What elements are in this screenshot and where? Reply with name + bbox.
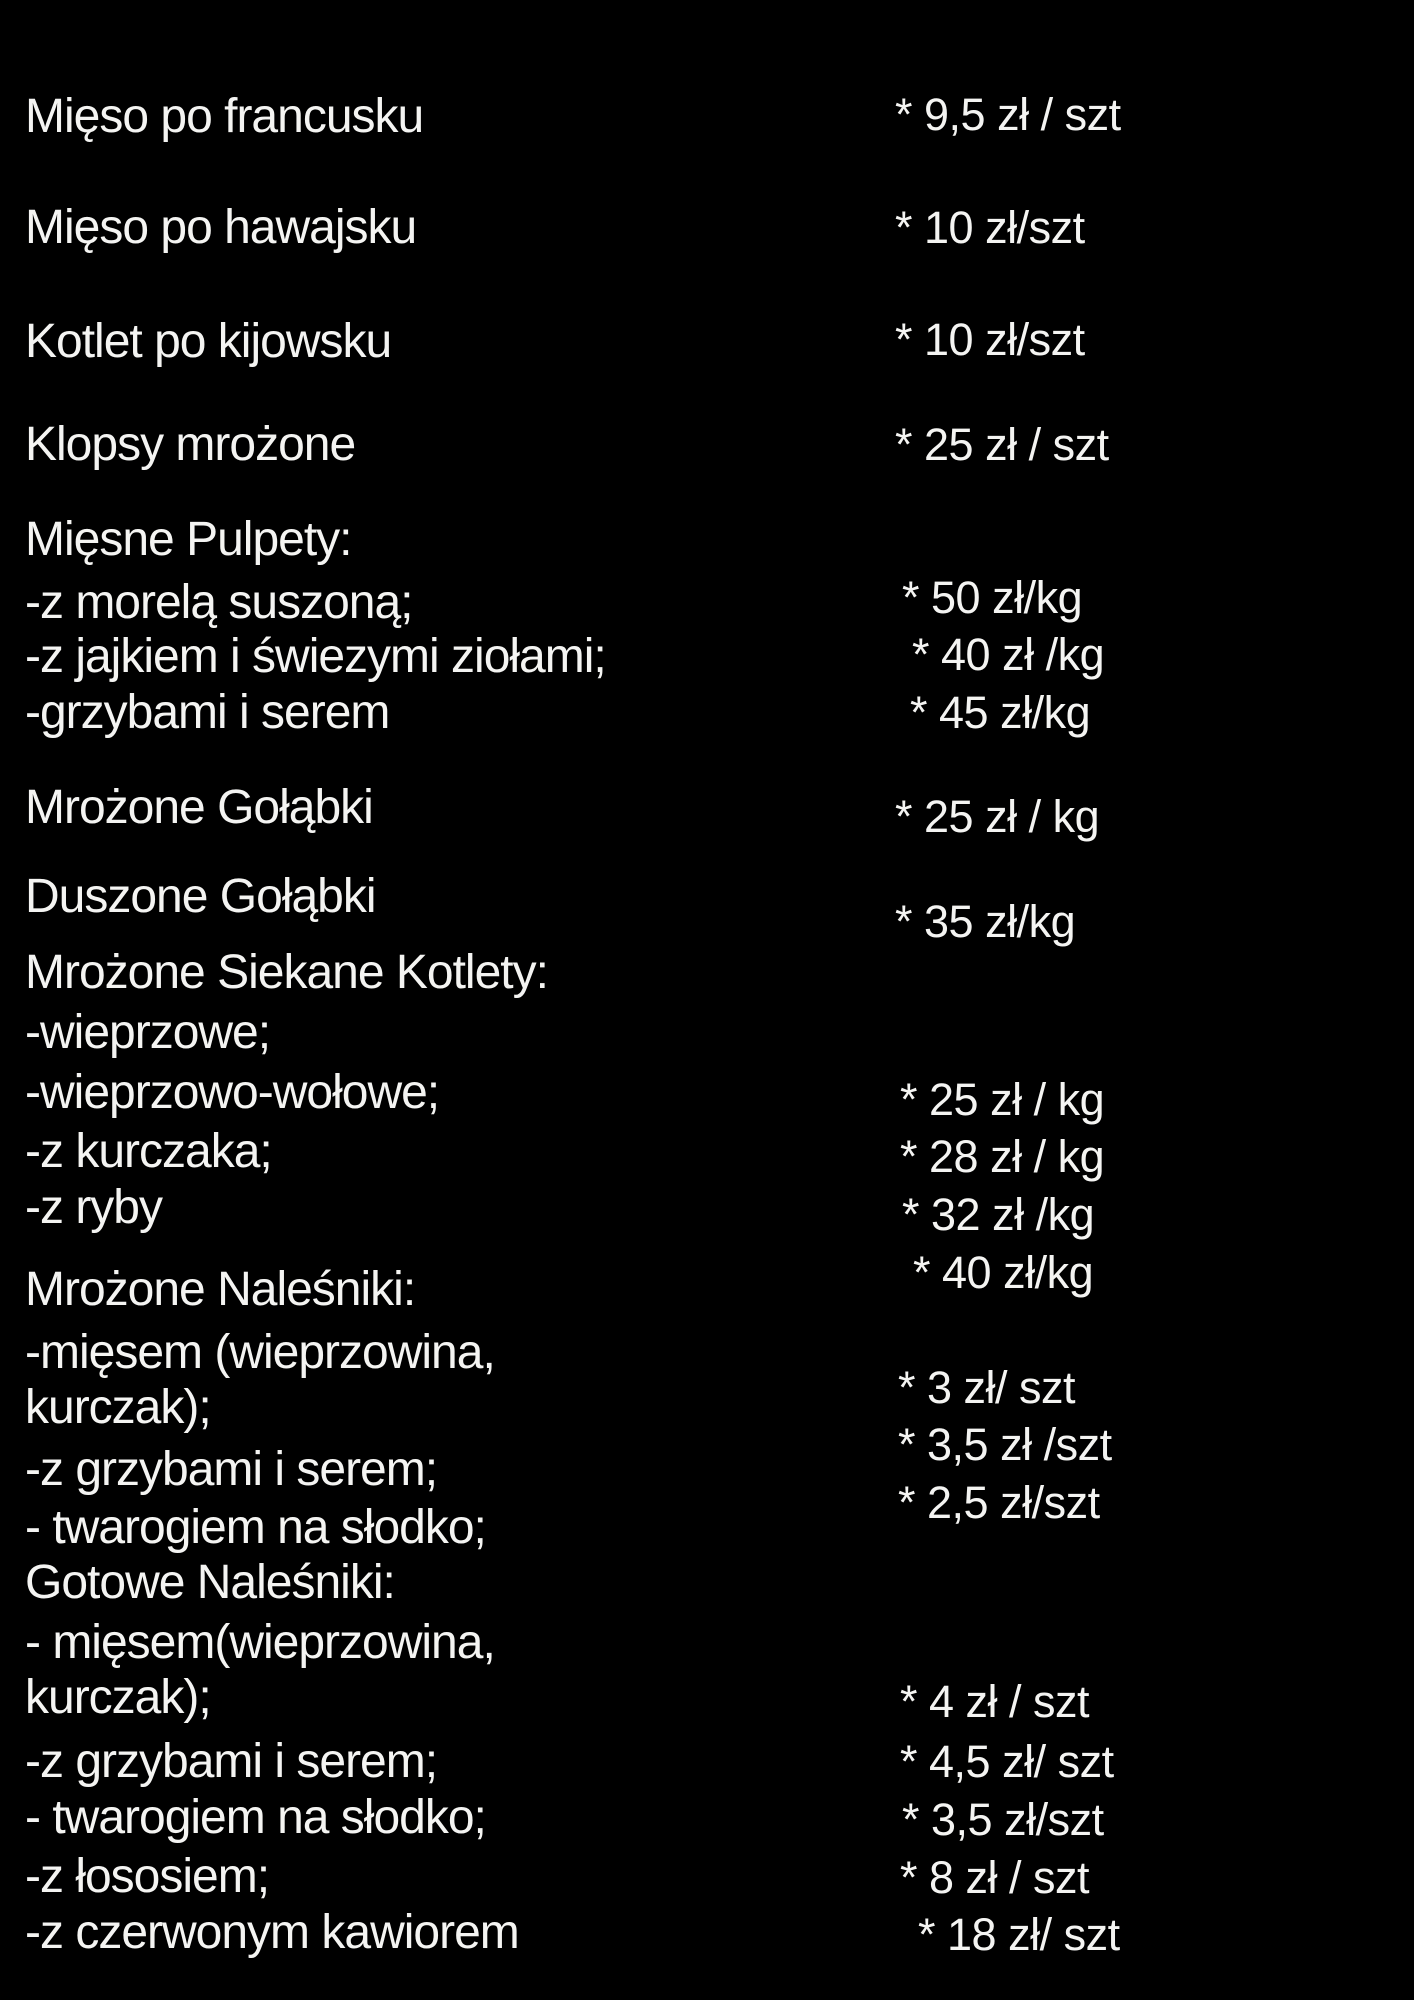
menu-item-name: Mrożone Gołąbki [25,781,373,834]
menu-item-price: * 28 zł / kg [900,1131,1105,1182]
menu-sub-item: - mięsem(wieprzowina, [25,1616,495,1669]
menu-group-header: Mrożone Naleśniki: [25,1263,416,1316]
menu-sub-item: - twarogiem na słodko; [25,1791,486,1844]
menu-sub-item: -z ryby [25,1181,162,1234]
menu-item-name: Klopsy mrożone [25,418,356,471]
menu-item-name: Mięso po francusku [25,90,424,143]
menu-sub-item: -mięsem (wieprzowina, [25,1326,495,1379]
menu-item-continuation: kurczak); [25,1671,211,1724]
menu-item-price: * 45 zł/kg [910,687,1091,738]
menu-item-price: * 32 zł /kg [902,1189,1095,1240]
menu-item-price: * 4 zł / szt [900,1676,1090,1727]
menu-item-name: Kotlet po kijowsku [25,315,392,368]
menu-item-price: * 40 zł/kg [913,1247,1094,1298]
menu-item-price: * 25 zł / kg [895,791,1100,842]
menu-item-price: * 18 zł/ szt [918,1909,1120,1960]
menu-item-name: Mięso po hawajsku [25,201,417,254]
menu-group-header: Mięsne Pulpety: [25,513,352,566]
menu-sub-item: -z kurczaka; [25,1125,272,1178]
menu-item-price: * 3 zł/ szt [898,1362,1076,1413]
menu-item-price: * 3,5 zł /szt [898,1419,1112,1470]
menu-item-price: * 4,5 zł/ szt [900,1736,1114,1787]
menu-sub-item: -grzybami i serem [25,686,390,739]
menu-item-price: * 10 zł/szt [895,314,1085,365]
menu-sub-item: -z czerwonym kawiorem [25,1906,519,1959]
menu-sub-item: -z jajkiem i świezymi ziołami; [25,630,606,683]
menu-sub-item: -z grzybami i serem; [25,1443,438,1496]
menu-item-continuation: kurczak); [25,1381,211,1434]
menu-item-name: Duszone Gołąbki [25,870,376,923]
menu-item-price: * 40 zł /kg [912,629,1105,680]
menu-item-price: * 9,5 zł / szt [895,89,1121,140]
menu-item-price: * 10 zł/szt [895,202,1085,253]
menu-sub-item: -z łososiem; [25,1850,270,1903]
menu-item-price: * 2,5 zł/szt [898,1477,1100,1528]
menu-item-price: * 50 zł/kg [902,572,1083,623]
menu-sub-item: -z morelą suszoną; [25,576,413,629]
menu-item-price: * 3,5 zł/szt [902,1794,1104,1845]
menu-item-price: * 8 zł / szt [900,1852,1090,1903]
menu-sub-item: -z grzybami i serem; [25,1735,438,1788]
menu-sub-item: -wieprzowo-wołowe; [25,1066,440,1119]
menu-sub-item: - twarogiem na słodko; [25,1501,486,1554]
menu-item-price: * 35 zł/kg [895,896,1076,947]
menu-group-header: Gotowe Naleśniki: [25,1556,395,1609]
menu-item-price: * 25 zł / szt [895,419,1109,470]
menu-item-price: * 25 zł / kg [900,1074,1105,1125]
menu-group-header: Mrożone Siekane Kotlety: [25,946,548,999]
menu-sub-item: -wieprzowe; [25,1006,271,1059]
